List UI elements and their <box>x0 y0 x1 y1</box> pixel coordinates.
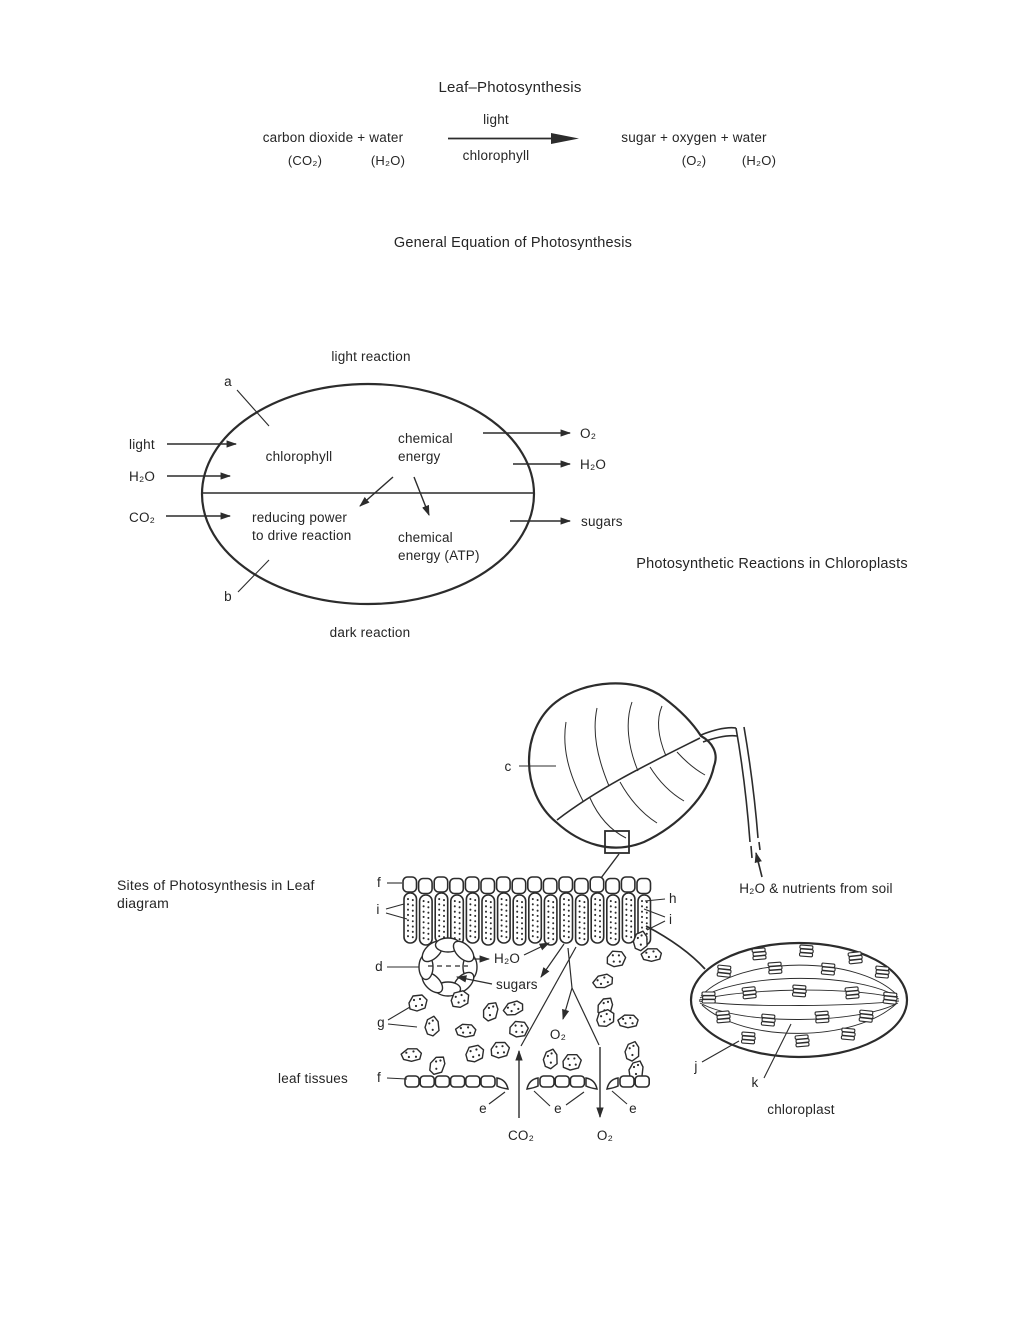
equation-chlorophyll-label: chlorophyll <box>462 148 530 163</box>
label-e1: e <box>479 1101 487 1116</box>
chloroplast-caption: chloroplast <box>767 1102 835 1117</box>
leaf-cross-section-drawing <box>401 877 705 1118</box>
label-i-right: i <box>669 912 673 927</box>
label-k: k <box>751 1075 759 1090</box>
energy-transfer-arrows <box>360 477 429 515</box>
equation-title: Leaf–Photosynthesis <box>438 79 582 96</box>
input-arrows <box>166 444 236 516</box>
soil-nutrients-label: H₂O & nutrients from soil <box>739 881 893 896</box>
lower-epidermis-cells <box>405 1076 649 1089</box>
general-equation-section <box>263 79 776 251</box>
chloroplast-drawing <box>691 943 907 1117</box>
equation-caption: General Equation of Photosynthesis <box>393 235 633 251</box>
label-d: d <box>375 959 383 974</box>
equation-light-label: light <box>483 112 509 127</box>
sites-caption-line1: Sites of Photosynthesis in Leaf <box>117 877 315 893</box>
label-a: a <box>224 374 232 389</box>
label-f-top: f <box>377 875 381 890</box>
reducing-power-line2: to drive reaction <box>252 528 352 543</box>
label-b: b <box>224 589 232 604</box>
label-j-pointer-line <box>702 1041 739 1062</box>
upper-epidermis-cells <box>403 877 651 894</box>
label-j: j <box>694 1059 698 1074</box>
square-to-section-line <box>601 854 619 878</box>
section-to-chloroplast-line <box>646 926 705 969</box>
chemical-energy-line2: energy <box>398 449 441 464</box>
co2-bottom-label: CO₂ <box>507 1128 535 1143</box>
output-o2-label: O₂ <box>580 426 597 441</box>
equation-h2o-formula: (H₂O) <box>370 153 406 168</box>
output-arrows <box>483 433 570 521</box>
chloroplast-ellipse <box>202 384 534 604</box>
label-f-bottom: f <box>377 1070 381 1085</box>
palisade-cells <box>404 893 651 945</box>
label-e3: e <box>629 1101 637 1116</box>
input-h2o-label: H₂O <box>129 469 156 484</box>
reducing-power-line1: reducing power <box>252 510 348 525</box>
vein-bundle <box>419 938 478 997</box>
leaf-sample-square <box>605 831 629 853</box>
h2o-flow-label: H₂O <box>494 951 521 966</box>
chemical-energy-line1: chemical <box>398 431 453 446</box>
chlorophyll-label: chlorophyll <box>265 449 333 464</box>
leaf-drawing <box>505 683 762 878</box>
grana-stacks <box>702 945 898 1047</box>
equation-co2-formula: (CO₂) <box>287 153 323 168</box>
leaf-stem <box>701 727 760 858</box>
light-reaction-label: light reaction <box>331 349 411 364</box>
dark-reaction-label: dark reaction <box>329 625 411 640</box>
sites-caption-line2: diagram <box>117 895 169 911</box>
label-g: g <box>377 1015 385 1030</box>
equation-reactants: carbon dioxide + water <box>262 130 404 145</box>
label-c: c <box>504 759 512 774</box>
label-i-left: i <box>376 902 380 917</box>
output-h2o-label: H₂O <box>580 457 607 472</box>
label-h: h <box>669 891 677 906</box>
leaf-tissues-label: leaf tissues <box>278 1071 348 1086</box>
equation-h2o2-formula: (H₂O) <box>741 153 777 168</box>
chloroplast-reactions-section <box>129 349 908 640</box>
input-co2-label: CO₂ <box>129 510 156 525</box>
o2-bottom-label: O₂ <box>596 1128 614 1143</box>
sugars-flow-label: sugars <box>496 977 538 992</box>
equation-o2-formula: (O₂) <box>681 153 707 168</box>
label-e2: e <box>554 1101 562 1116</box>
chemical-energy-atp-line1: chemical <box>398 530 453 545</box>
equation-reaction-arrow <box>448 133 579 144</box>
reactions-caption: Photosynthetic Reactions in Chloroplasts <box>636 556 908 572</box>
o2-mid-label: O₂ <box>549 1027 567 1042</box>
output-sugars-label: sugars <box>581 514 623 529</box>
leaf-midrib <box>557 738 700 820</box>
chemical-energy-atp-line2: energy (ATP) <box>398 548 480 563</box>
gas-flow-arrows <box>457 943 600 1118</box>
soil-uptake-arrow <box>756 853 762 877</box>
equation-products: sugar + oxygen + water <box>621 130 767 145</box>
input-light-label: light <box>129 437 155 452</box>
leaf-sites-section <box>117 683 907 1143</box>
leaf-veins <box>565 702 705 838</box>
